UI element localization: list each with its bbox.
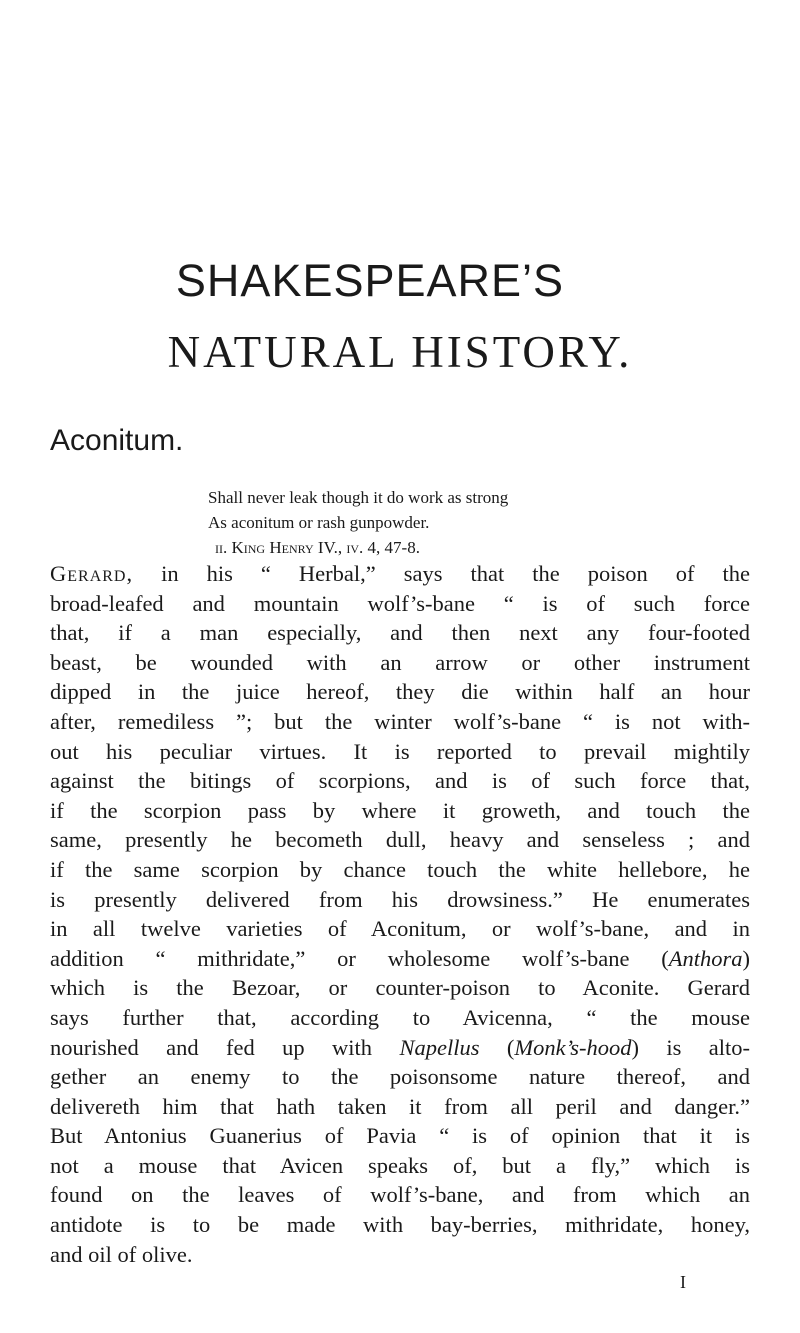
text-line: gether an enemy to the poisonsome nature thereof, and <box>50 1064 750 1090</box>
text-line: that, if a man especially, and then next any four-footed <box>50 620 750 646</box>
epigraph <box>208 485 768 560</box>
italic-term: Anthora <box>668 945 743 971</box>
text-line: found on the leaves of wolf’s-bane, and from which an <box>50 1182 750 1208</box>
text-line <box>50 559 750 589</box>
text-line <box>50 944 750 974</box>
signature-mark: I <box>680 1272 686 1292</box>
text-line: says further that, according to Avicenna, “ the mouse <box>50 1004 750 1030</box>
text-line: if the same scorpion by chance touch the white hellebore, he <box>50 856 750 882</box>
text-fragment: nourished and fed up with <box>50 1034 400 1060</box>
text-line: not a mouse that Avicen speaks of, but a fly,” which is <box>50 1152 750 1178</box>
text-line: same, presently he becometh dull, heavy and senseless ; and <box>50 827 750 853</box>
body-paragraph <box>50 559 750 1269</box>
text-fragment: addition “ mithridate,” or wholesome wolf’s-bane ( <box>50 945 669 971</box>
lead-word: Gerard, <box>50 561 134 586</box>
italic-term: Napellus <box>399 1034 480 1060</box>
text-line: out his peculiar virtues. It is reported to prevail mightily <box>50 738 750 764</box>
text-line: if the scorpion pass by where it groweth, and touch the <box>50 797 750 823</box>
epigraph-line: Shall never leak though it do work as strong <box>208 488 509 507</box>
text-line: broad-leafed and mountain wolf’s-bane “ is of such force <box>50 590 750 616</box>
page-title-line-1: SHAKESPEARE’S <box>175 255 565 306</box>
epigraph-line: As aconitum or rash gunpowder. <box>208 513 430 532</box>
text-line: dipped in the juice hereof, they die within half an hour <box>50 679 750 705</box>
text-fragment: ) <box>742 945 750 971</box>
text-line: But Antonius Guanerius of Pavia “ is of opinion that it is <box>50 1123 750 1149</box>
text-line: beast, be wounded with an arrow or other instrument <box>50 649 750 675</box>
text-line: which is the Bezoar, or counter-poison to Aconite. Gerard <box>50 975 750 1001</box>
section-heading: Aconitum. <box>50 424 184 457</box>
text-line: delivereth him that hath taken it from all peril and danger.” <box>50 1093 750 1119</box>
text-fragment: ) is alto- <box>631 1034 751 1060</box>
text-line: after, remediless ”; but the winter wolf’s-bane “ is not with- <box>50 708 750 734</box>
text-line <box>50 1033 750 1063</box>
text-line: against the bitings of scorpions, and is of such force that, <box>50 768 750 794</box>
epigraph-citation: ii. King Henry IV., iv. 4, 47-8. <box>215 538 420 557</box>
text-line-content: in his “ Herbal,” says that the poison of the <box>133 561 750 586</box>
text-line: is presently delivered from his drowsiness.” He enumerates <box>50 886 750 912</box>
text-line: in all twelve varieties of Aconitum, or wolf’s-bane, and in <box>50 916 750 942</box>
text-fragment: ( <box>479 1034 515 1060</box>
text-line: antidote is to be made with bay-berries, mithridate, honey, <box>50 1212 750 1238</box>
italic-term: Monk’s-hood <box>514 1034 632 1060</box>
page-title-line-2: NATURAL HISTORY. <box>167 327 633 377</box>
text-line: and oil of olive. <box>50 1241 193 1267</box>
